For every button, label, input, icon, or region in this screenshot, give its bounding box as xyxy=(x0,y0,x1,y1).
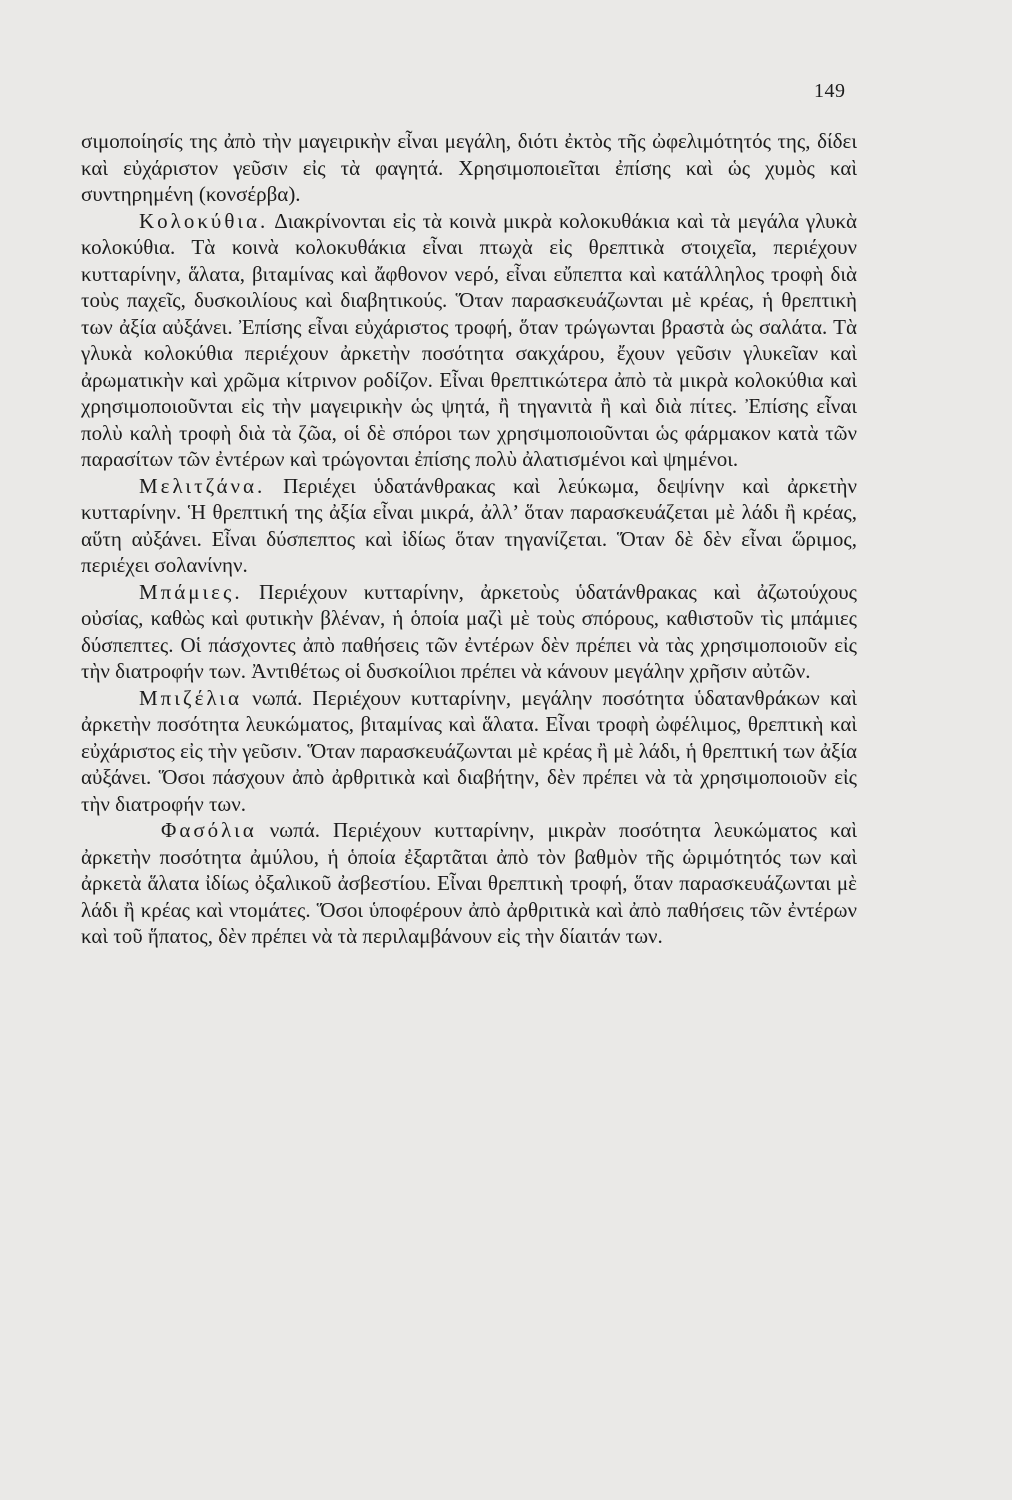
entry-term: Κολοκύθια. xyxy=(139,208,269,233)
paragraph-continuation xyxy=(81,128,857,208)
paragraph-text: σιμοποίησίς της ἀπὸ τὴν μαγειρικὴν εἶναι μεγάλη, διότι ἐκτὸς τῆς ὠφελιμότητός της, δίδει καὶ εὐχάριστον γεῦσιν εἰς τὰ φαγητά. Χρησιμοποιεῖται ἐπίσης καὶ ὡς χυμὸς καὶ συντηρημένη (κονσέρβα). xyxy=(81,129,857,206)
page-number: 149 xyxy=(814,80,846,102)
entry-term: Μελιτζάνα. xyxy=(139,473,266,498)
paragraph-text: Περιέχουν κυτταρίνην, ἀρκετοὺς ὑδατάνθρακας καὶ ἀζωτούχους οὐσίας, καθὼς καὶ φυτικὴν βλέναν, ἡ ὁποία μαζὶ μὲ τοὺς σπόρους, καθιστοῦν τὶς μπάμιες δύσπεπτες. Οἱ πάσχοντες ἀπὸ παθήσεις τῶν ἐντέρων δὲν πρέπει νὰ τὰς χρησιμοποιοῦν εἰς τὴν διατροφήν των. Ἀντιθέτως οἱ δυσκοίλιοι πρέπει νὰ κάνουν μεγάλην χρῆσιν αὐτῶν. xyxy=(81,579,857,683)
paragraph-mpizelia xyxy=(81,685,857,818)
paragraph-text: νωπά. Περιέχουν κυτταρίνην, μικρὰν ποσότητα λευκώματος καὶ ἀρκετὴν ποσότητα ἀμύλου, ἡ ὁποία ἐξαρτᾶται ἀπὸ τὸν βαθμὸν τῆς ὡριμότητός των καὶ ἀρκετὰ ἅλατα ἰδίως ὀξαλικοῦ ἀσβεστίου. Εἶναι θρεπτικὴ τροφή, ὅταν παρασκευάζωνται μὲ λάδι ἢ κρέας καὶ ντομάτες. Ὅσοι ὑποφέρουν ἀπὸ ἀρθριτικὰ καὶ ἀπὸ παθήσεις τῶν ἐντέρων καὶ τοῦ ἥπατος, δὲν πρέπει νὰ τὰ περιλαμβάνουν εἰς τὴν δίαιτάν των. xyxy=(81,818,857,948)
entry-term: Μπιζέλια xyxy=(139,685,243,710)
paragraph-bamies xyxy=(81,579,857,685)
paragraph-kolokythia xyxy=(81,208,857,473)
paragraph-text: Περιέχει ὑδατάνθρακας καὶ λεύκωμα, δεψίνην καὶ ἀρκετὴν κυτταρίνην. Ἡ θρεπτική της ἀξία εἶναι μικρά, ἀλλ’ ὅταν παρασκευάζεται μὲ λάδι ἢ κρέας, αὕτη αὐξάνει. Εἶναι δύσπεπτος καὶ ἰδίως ὅταν τηγανίζεται. Ὅταν δὲ δὲν εἶναι ὥριμος, περιέχει σολανίνην. xyxy=(81,473,857,577)
entry-term: Μπάμιες. xyxy=(139,579,243,604)
paragraph-text: Διακρίνονται εἰς τὰ κοινὰ μικρὰ κολοκυθάκια καὶ τὰ μεγάλα γλυκὰ κολοκύθια. Τὰ κοινὰ κολοκυθάκια εἶναι πτωχὰ εἰς θρεπτικὰ στοιχεῖα, περιέχουν κυτταρίνην, ἅλατα, βιταμίνας καὶ ἄφθονον νερό, εἶναι εὔπεπτα καὶ κατάλληλος τροφὴ διὰ τοὺς παχεῖς, δυσκοιλίους καὶ διαβητικούς. Ὅταν παρασκευάζωνται μὲ κρέας, ἡ θρεπτικὴ των ἀξία αὐξάνει. Ἐπίσης εἶναι εὐχάριστος τροφή, ὅταν τρώγωνται βραστὰ ὡς σαλάτα. Τὰ γλυκὰ κολοκύθια περιέχουν ἀρκετὴν ποσότητα σακχάρου, ἔχουν γεῦσιν γλυκεῖαν καὶ ἀρωματικὴν καὶ χρῶμα κίτρινον ροδίζον. Εἶναι θρεπτικώτερα ἀπὸ τὰ μικρὰ κολοκύθια καὶ χρησιμοποιοῦνται εἰς τὴν μαγειρικὴν ὡς ψητά, ἢ τηγανιτὰ ἢ καὶ διὰ πίτες. Ἐπίσης εἶναι πολὺ καλὴ τροφὴ διὰ τὰ ζῶα, οἱ δὲ σπόροι των χρησιμοποιοῦνται ὡς φάρμακον κατὰ τῶν παρασίτων τῶν ἐντέρων καὶ τρώγονται ἐπίσης πολὺ ἀλατισμένοι καὶ ψημένοι. xyxy=(81,208,857,471)
paragraph-fasolia xyxy=(81,817,857,950)
paragraph-text: νωπά. Περιέχουν κυτταρίνην, μεγάλην ποσότητα ὑδατανθράκων καὶ ἀρκετὴν ποσότητα λευκώματος, βιταμίνας καὶ ἅλατα. Εἶναι τροφὴ ὠφέλιμος, θρεπτικὴ καὶ εὐχάριστος εἰς τὴν γεῦσιν. Ὅταν παρασκευάζωνται μὲ κρέας ἢ μὲ λάδι, ἡ θρεπτική των ἀξία αὐξάνει. Ὅσοι πάσχουν ἀπὸ ἀρθριτικὰ καὶ διαβήτην, δὲν πρέπει νὰ τὰ χρησιμοποιοῦν εἰς τὴν διατροφήν των. xyxy=(81,685,857,816)
body-text xyxy=(81,128,857,950)
paragraph-melitzana xyxy=(81,473,857,579)
entry-term: Φασόλια xyxy=(161,818,257,842)
